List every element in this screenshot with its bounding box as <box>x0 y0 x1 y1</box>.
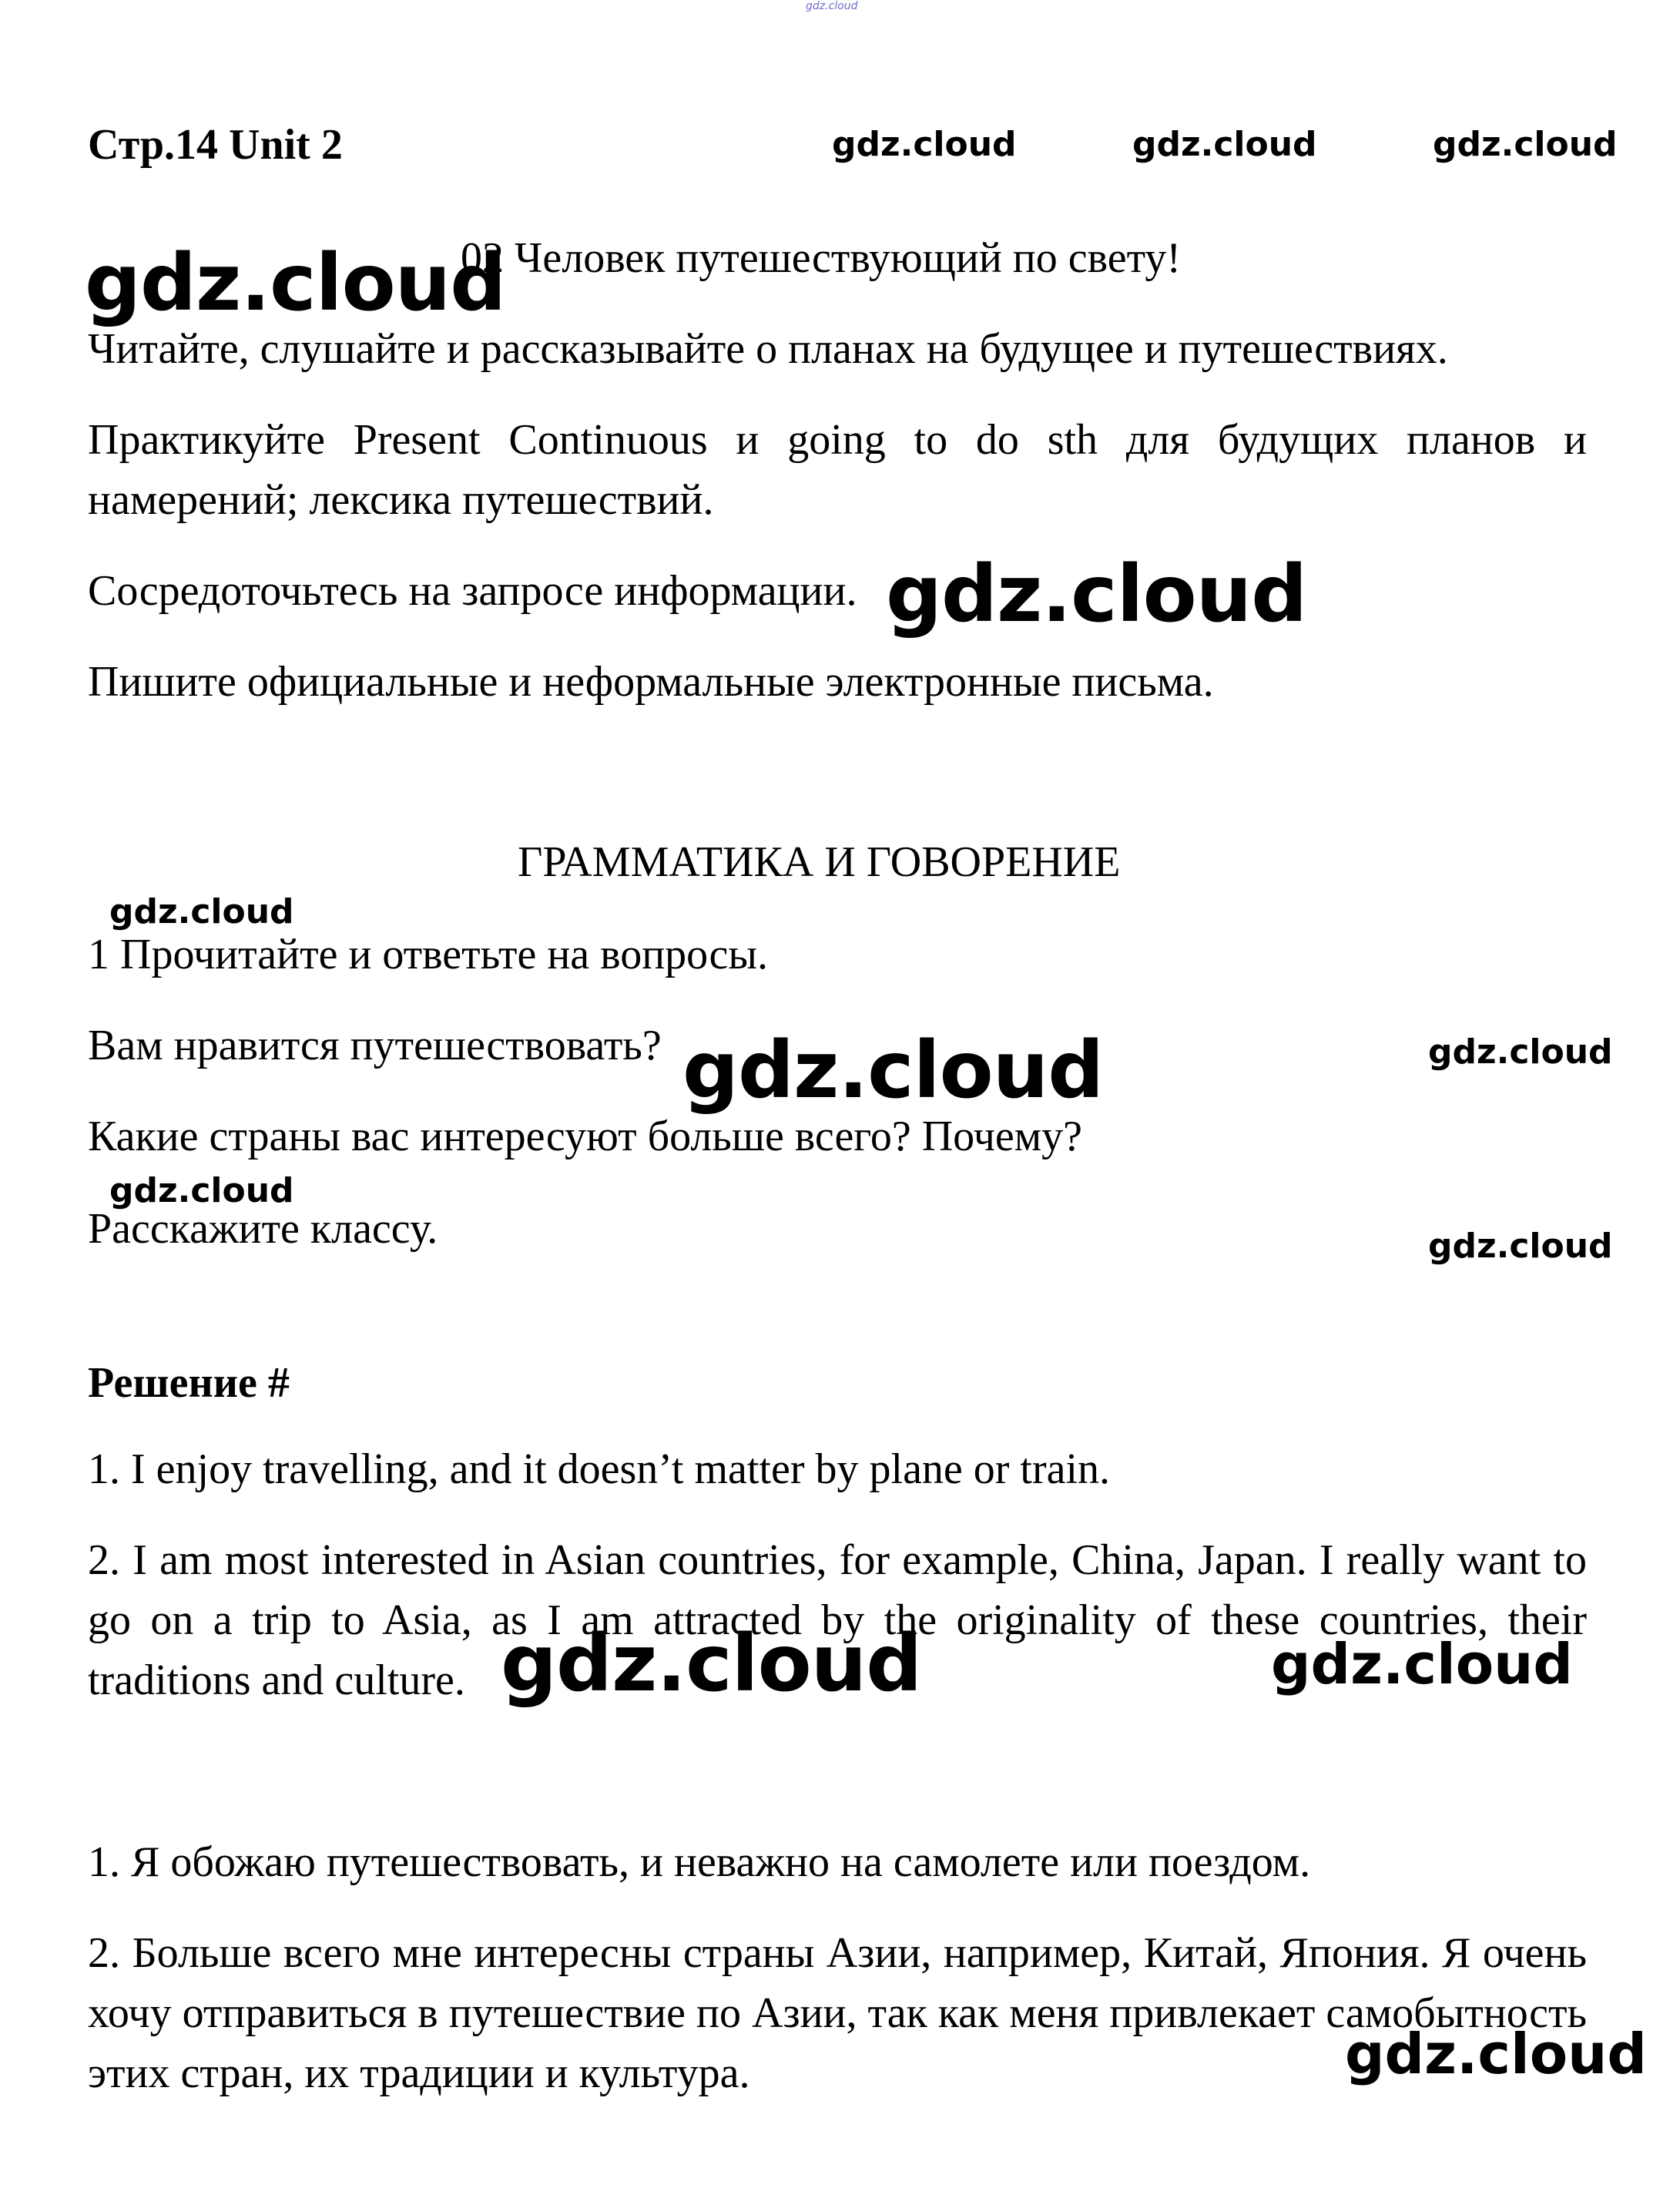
watermark-large-2: gdz.cloud <box>886 549 1307 640</box>
watermark-large-1: gdz.cloud <box>85 237 506 329</box>
top-stamp: gdz.cloud <box>806 0 858 12</box>
watermark-small-4: gdz.cloud <box>1428 1227 1613 1266</box>
answer-ru-2: 2. Больше всего мне интересны страны Азии, например, Китай, Япония. Я очень хочу отправиться в путешествие по Азии, так как меня привлекает самобытность этих стран, их традиции и культура. <box>88 1929 1587 2097</box>
goal-2: Практикуйте Present Continuous и going to do sth для будущих планов и намерений; лексика путешествий. <box>88 416 1587 524</box>
watermark-header-3: gdz.cloud <box>1433 125 1618 164</box>
watermark-header-2: gdz.cloud <box>1132 125 1317 164</box>
goal-1: Читайте, слушайте и рассказывайте о планах на будущее и путешествиях. <box>88 325 1448 373</box>
question-2: Какие страны вас интересуют больше всего? Почему? <box>88 1113 1083 1160</box>
watermark-small-3: gdz.cloud <box>109 1171 294 1210</box>
watermark-large-4: gdz.cloud <box>501 1618 922 1710</box>
section-heading: ГРАММАТИКА И ГОВОРЕНИЕ <box>518 838 1121 886</box>
unit-subtitle: 02 Человек путешествующий по свету! <box>461 234 1181 282</box>
answer-en-1: 1. I enjoy travelling, and it doesn’t matter by plane or train. <box>88 1445 1111 1493</box>
answer-ru-1: 1. Я обожаю путешествовать, и неважно на самолете или поездом. <box>88 1838 1311 1886</box>
solution-label: Решение # <box>88 1359 290 1407</box>
watermark-small-2: gdz.cloud <box>1428 1032 1613 1072</box>
page-title: Стр.14 Unit 2 <box>88 121 343 169</box>
watermark-header-1: gdz.cloud <box>832 125 1017 164</box>
watermark-large-6: gdz.cloud <box>1345 2022 1647 2086</box>
question-3: Расскажите классу. <box>88 1205 438 1253</box>
task-instruction: 1 Прочитайте и ответьте на вопросы. <box>88 931 769 978</box>
watermark-large-5: gdz.cloud <box>1271 1632 1573 1697</box>
watermark-large-3: gdz.cloud <box>682 1025 1104 1116</box>
goal-4: Пишите официальные и неформальные электронные письма. <box>88 658 1214 706</box>
question-1: Вам нравится путешествовать? <box>88 1022 662 1069</box>
watermark-small-1: gdz.cloud <box>109 892 294 931</box>
answer-en-2: 2. I am most interested in Asian countries, for example, China, Japan. I really want to go on a trip to Asia, as I am attracted by the originality of these countries, their traditions and culture. <box>88 1536 1587 1704</box>
goal-3: Сосредоточьтесь на запросе информации. <box>88 567 857 615</box>
